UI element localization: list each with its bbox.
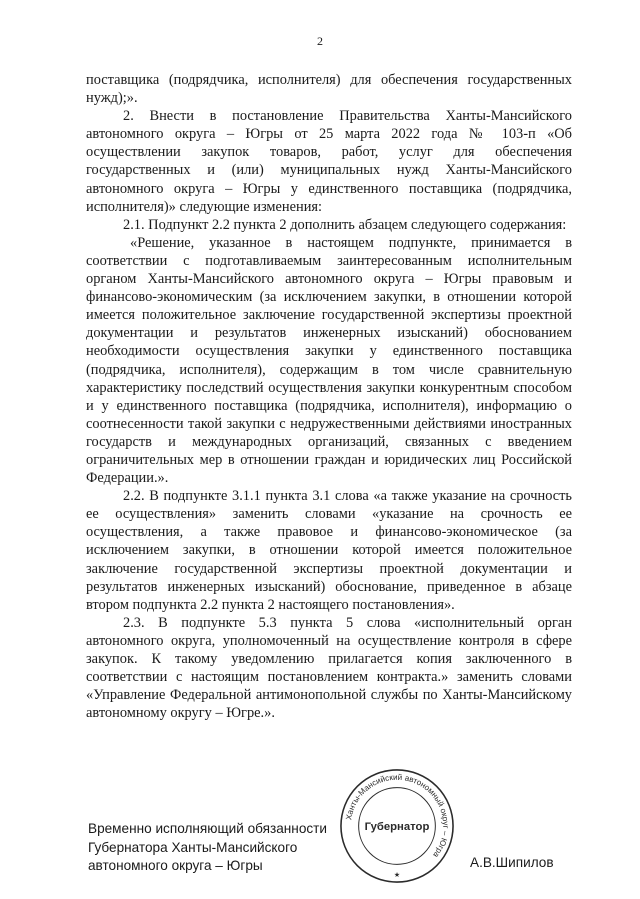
paragraph-item-2-3: 2.3. В подпункте 5.3 пункта 5 слова «исполнительный орган автономного округа, уполномоченный на осуществление контроля в сфере закупок. К такому уведомлению прилагается копия заключенного в соответствии с настоящим постановлением контракта.» заменить словами «Управление Федеральной антимонопольной службы по Ханты-Мансийскому автономному округу – Югре.».	[86, 614, 572, 722]
seal-ring-text: Ханты-Мансийский автономный округ – Югра	[344, 772, 451, 860]
signatory-position-line-2: Губернатора Ханты-Мансийского	[88, 839, 298, 855]
seal-star-icon: ★	[393, 872, 401, 880]
signatory-name: А.В.Шипилов	[470, 855, 554, 870]
document-body	[86, 71, 572, 722]
paragraph-quoted-decision: «Решение, указанное в настоящем подпункте, принимается в соответствии с подготавливаемым заинтересованным исполнительным органом Ханты-Мансийского автономного округа – Югры правовым и финансово-экономическим (за исключением закупки, в отношении которой имеется положительное заключение государственной экспертизы проектной документации и результатов инженерных изысканий) обоснованием необходимости осуществления закупки у единственного поставщика (подрядчика, исполнителя), содержащим в том числе сравнительную характеристику последствий осуществления закупки конкурентным способом и у единственного поставщика (подрядчика, исполнителя), информацию о соотнесенности такой закупки с недружественными действиями иностранных государств и международных организаций, связанных с введением ограничительных мер в отношении граждан и юридических лиц Российской Федерации.».	[86, 234, 572, 487]
paragraph-item-2-2: 2.2. В подпункте 3.1.1 пункта 3.1 слова «а также указание на срочность ее осуществления» заменить словами «указание на срочность ее осуществления, а также правовое и финансово-экономическое (за исключением закупки, в отношении которой имеется положительное заключение государственной экспертизы проектной документации и результатов инженерных изысканий) обоснование, приведенное в абзаце втором подпункта 2.2 пункта 2 настоящего постановления».	[86, 488, 572, 613]
paragraph-item-2-1: 2.1. Подпункт 2.2 пункта 2 дополнить абзацем следующего содержания:	[123, 216, 567, 233]
signatory-position-line-3: автономного округа – Югры	[88, 858, 263, 873]
governor-seal-stamp	[338, 767, 456, 885]
page-number: 2	[317, 34, 323, 48]
seal-center-text: Губернатор	[364, 820, 430, 833]
signatory-position-line-1: Временно исполняющий обязанности	[88, 821, 327, 836]
paragraph-continuation: поставщика (подрядчика, исполнителя) для обеспечения государственных нужд);».	[86, 72, 572, 107]
signature-block	[88, 820, 338, 876]
paragraph-item-2: 2. Внести в постановление Правительства Ханты-Мансийского автономного округа – Югры от 25 марта 2022 года № 103-п «Об осуществлении закупок товаров, работ, услуг для обеспечения государственных и (или) муниципальных нужд Ханты-Мансийского автономного округа – Югры у единственного поставщика (подрядчика, исполнителя)» следующие изменения:	[86, 108, 572, 215]
